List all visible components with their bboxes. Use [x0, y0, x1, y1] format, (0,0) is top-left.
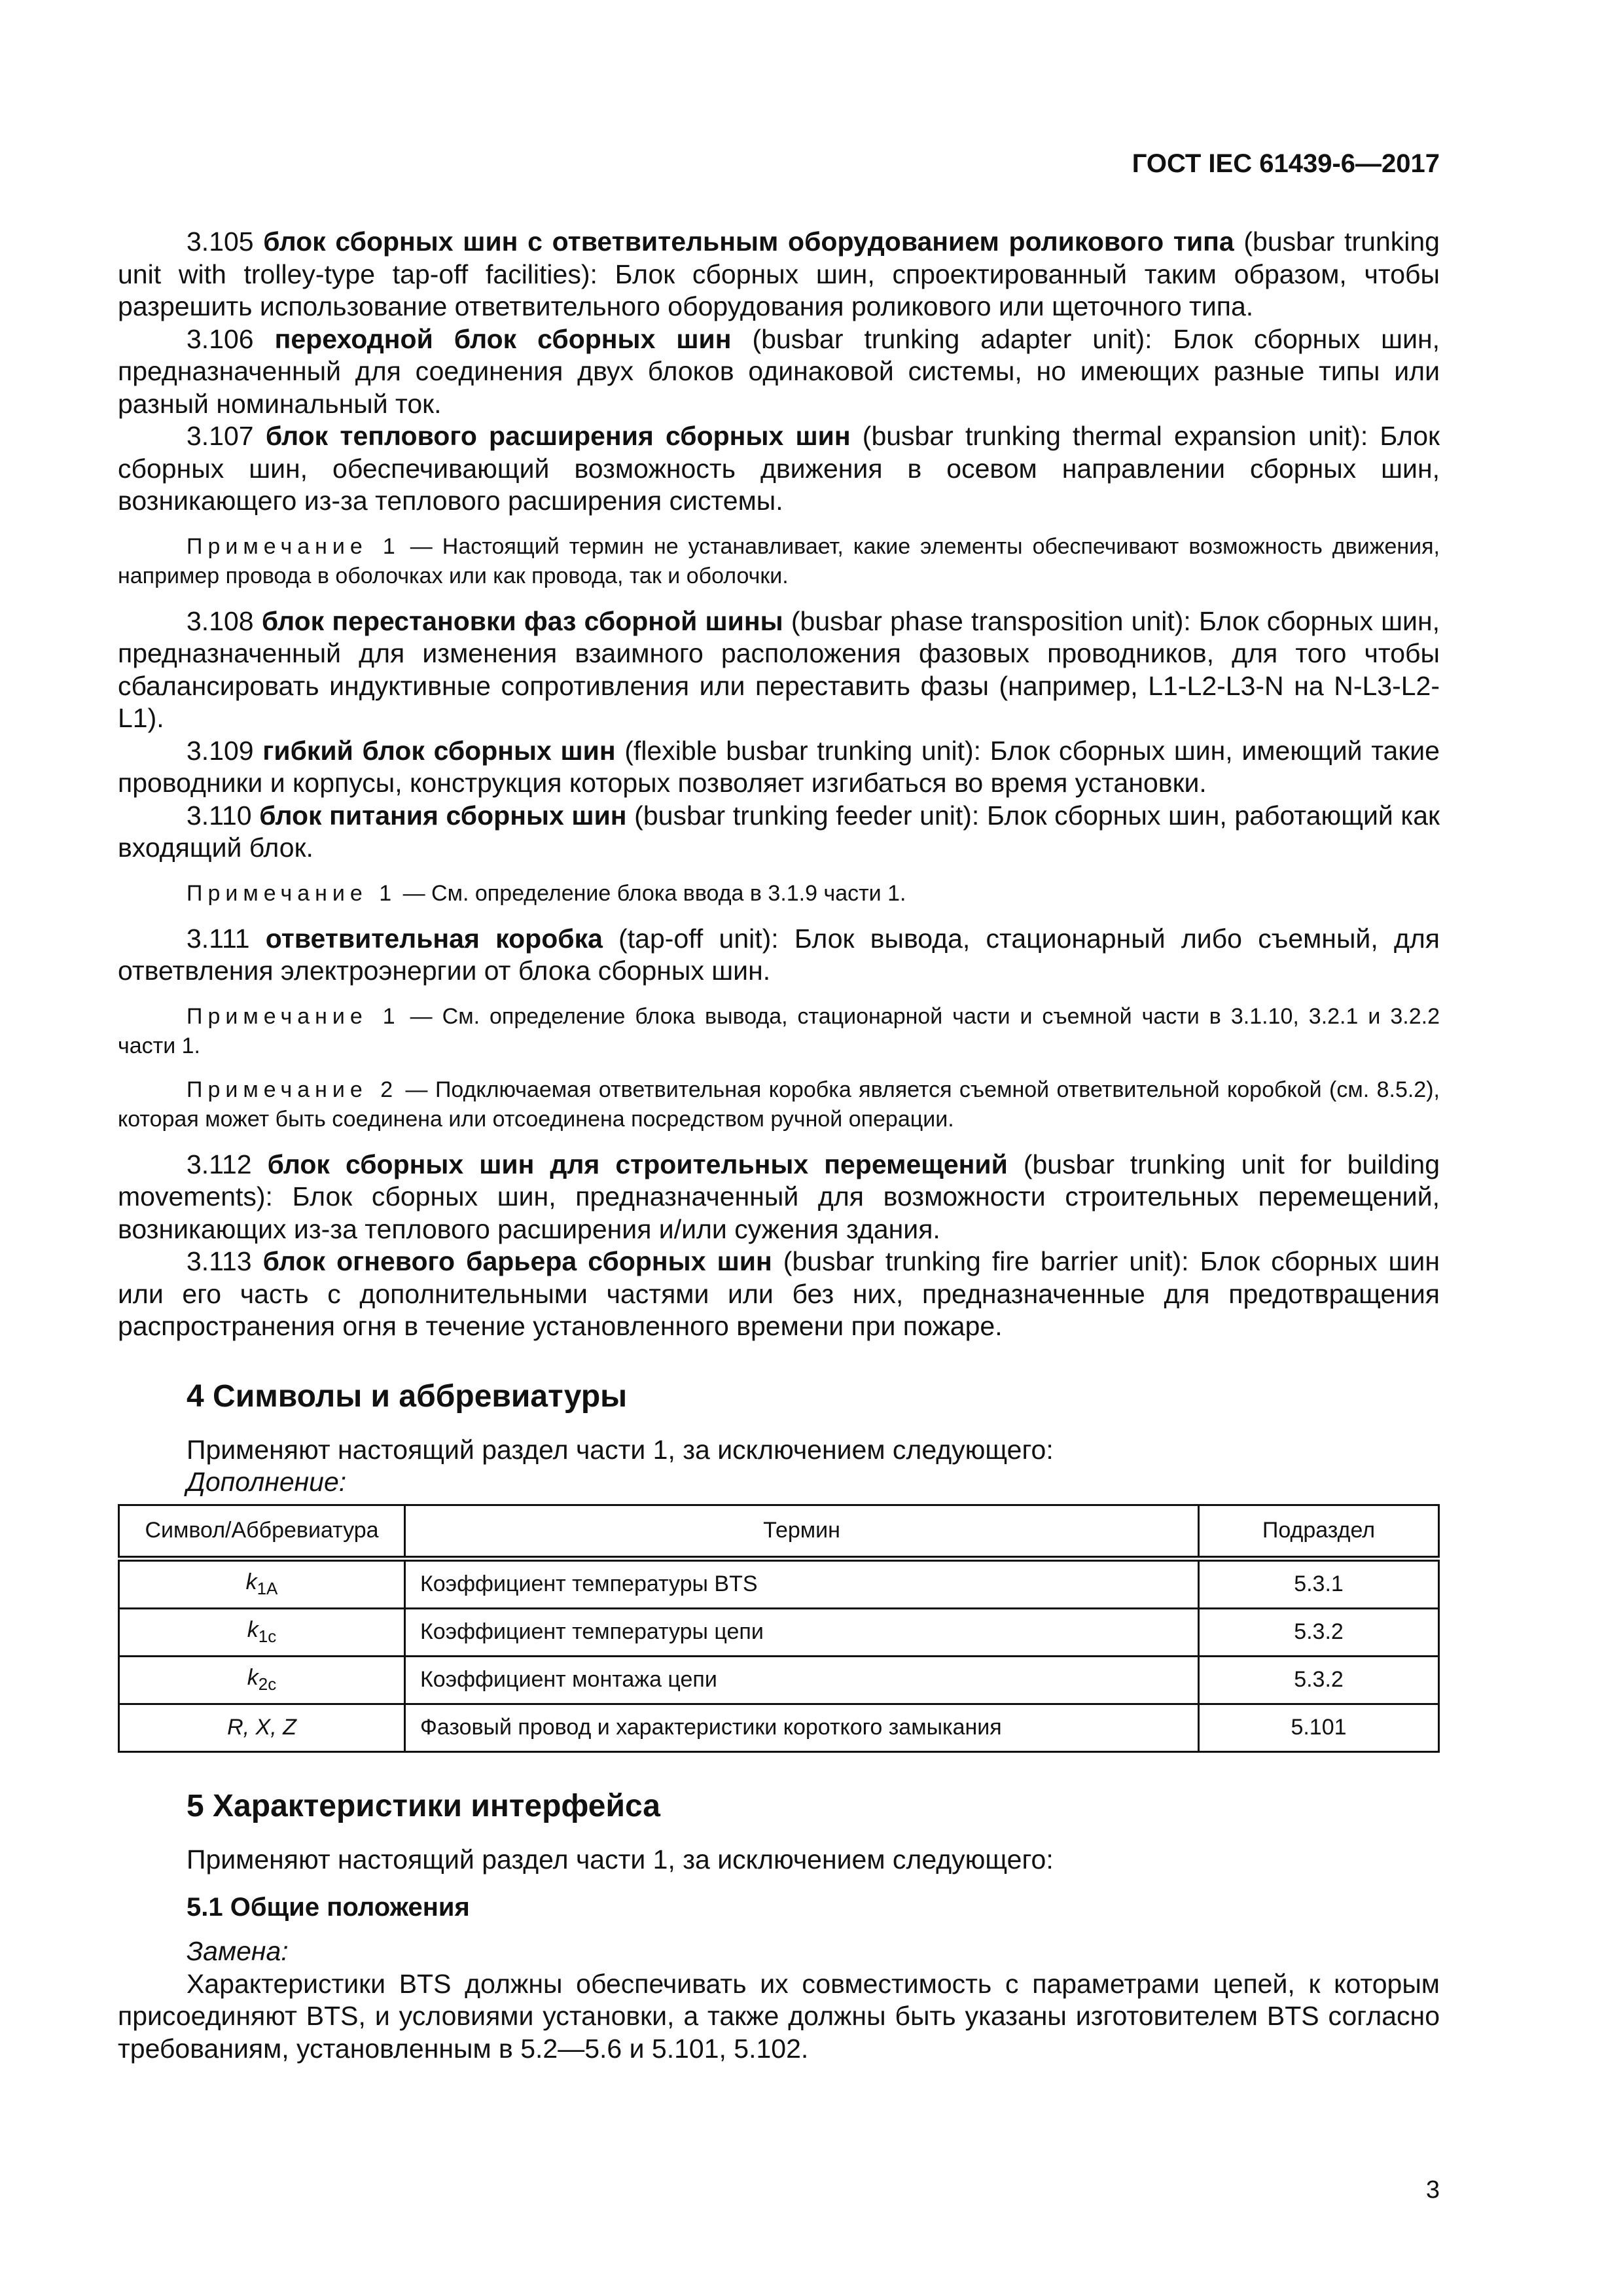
term-cell: Коэффициент монтажа цепи [405, 1656, 1199, 1704]
symbol-cell: R, X, Z [119, 1704, 405, 1751]
term-3-113: 3.113 блок огневого барьера сборных шин (busbar trunking fire barrier unit): Блок сборных шин или его часть с дополнительными частями или без них, предназначенные для предотвращения распространения огня в течение установленного времени при пожаре. [118, 1246, 1440, 1341]
column-header: Термин [405, 1505, 1199, 1558]
table-row [119, 1704, 1439, 1751]
subsection-cell: 5.3.1 [1199, 1558, 1439, 1608]
replacement-label: Замена: [187, 1936, 289, 1966]
term-3-105: 3.105 блок сборных шин с ответвительным оборудованием роликового типа (busbar trunking unit with trolley-type tap-off facilities): Блок сборных шин, спроектированный таким образом, чтобы разрешить использование ответвительного оборудования роликового или щеточного типа. [118, 226, 1440, 321]
term-3-112: 3.112 блок сборных шин для строительных перемещений (busbar trunking unit for building movements): Блок сборных шин, предназначенный для возможности строительных перемещений, возникающих из-за теплового расширения и/или сужения здания. [118, 1149, 1440, 1244]
table-row [119, 1558, 1439, 1608]
note: Примечание 1 — Настоящий термин не устанавливает, какие элементы обеспечивают возможность движения, например провода в оболочках или как провода, так и оболочки. [118, 533, 1440, 588]
table-row [119, 1608, 1439, 1656]
term-3-109: 3.109 гибкий блок сборных шин (flexible busbar trunking unit): Блок сборных шин, имеющий такие проводники и корпусы, конструкция которых позволяет изгибаться во время установки. [118, 735, 1440, 798]
term-3-107: 3.107 блок теплового расширения сборных шин (busbar trunking thermal expansion unit): Блок сборных шин, обеспечивающий возможность движения в осевом направлении сборных шин, возникающего из-за теплового расширения системы. [118, 421, 1440, 516]
term-3-110: 3.110 блок питания сборных шин (busbar trunking feeder unit): Блок сборных шин, работающий как входящий блок. [118, 800, 1440, 863]
table-row [119, 1656, 1439, 1704]
page-number: 3 [1425, 2176, 1440, 2204]
section-5-intro: Применяют настоящий раздел части 1, за исключением следующего: [187, 1844, 1054, 1874]
term-cell: Фазовый провод и характеристики короткого замыкания [405, 1704, 1199, 1751]
section-4-heading: 4 Символы и аббревиатуры [187, 1378, 628, 1414]
term-cell: Коэффициент температуры BTS [405, 1558, 1199, 1608]
subsection-cell: 5.101 [1199, 1704, 1439, 1751]
subsection-cell: 5.3.2 [1199, 1656, 1439, 1704]
note: Примечание 1 — См. определение блока вывода, стационарной части и съемной части в 3.1.10, 3.2.1 и 3.2.2 части 1. [118, 1003, 1440, 1058]
symbol-cell: $k_{1A}$ [119, 1558, 405, 1608]
section-4-intro: Применяют настоящий раздел части 1, за исключением следующего: [187, 1434, 1054, 1465]
symbol-cell: $k_{1c}$ [119, 1608, 405, 1656]
term-cell: Коэффициент температуры цепи [405, 1608, 1199, 1656]
note: Примечание 1 — См. определение блока ввода в 3.1.9 части 1. [187, 880, 906, 906]
symbol-cell: $k_{2c}$ [119, 1656, 405, 1704]
subsection-5-1-heading: 5.1 Общие положения [187, 1893, 470, 1922]
column-header: Подраздел [1199, 1505, 1439, 1558]
section-5-1-text: Характеристики BTS должны обеспечивать их совместимость с параметрами цепей, к которым присоединяют BTS, и условиями установки, а также должны быть указаны изготовителем BTS согласно требованиям, установленным в 5.2—5.6 и 5.101, 5.102. [118, 1968, 1440, 2064]
addition-label: Дополнение: [187, 1467, 347, 1497]
document-header: ГОСТ IEC 61439-6—2017 [1132, 149, 1440, 178]
symbols-table [118, 1504, 1440, 1753]
note: Примечание 2 — Подключаемая ответвительная коробка является съемной ответвительной коробкой (см. 8.5.2), которая может быть соединена или отсоединена посредством ручной операции. [118, 1077, 1440, 1132]
term-3-111: 3.111 ответвительная коробка (tap-off unit): Блок вывода, стационарный либо съемный, для ответвления электроэнергии от блока сборных шин. [118, 923, 1440, 986]
section-5-heading: 5 Характеристики интерфейса [187, 1788, 660, 1823]
term-3-108: 3.108 блок перестановки фаз сборной шины (busbar phase transposition unit): Блок сборных шин, предназначенный для изменения взаимного расположения фазовых проводников, для того чтобы сбалансировать индуктивные сопротивления или переставить фазы (например, L1-L2-L3-N на N-L3-L2-L1). [118, 605, 1440, 733]
term-3-106: 3.106 переходной блок сборных шин (busbar trunking adapter unit): Блок сборных шин, предназначенный для соединения двух блоков одинаковой системы, но имеющих разные типы или разный номинальный ток. [118, 323, 1440, 419]
column-header: Символ/Аббревиатура [119, 1505, 405, 1558]
subsection-cell: 5.3.2 [1199, 1608, 1439, 1656]
